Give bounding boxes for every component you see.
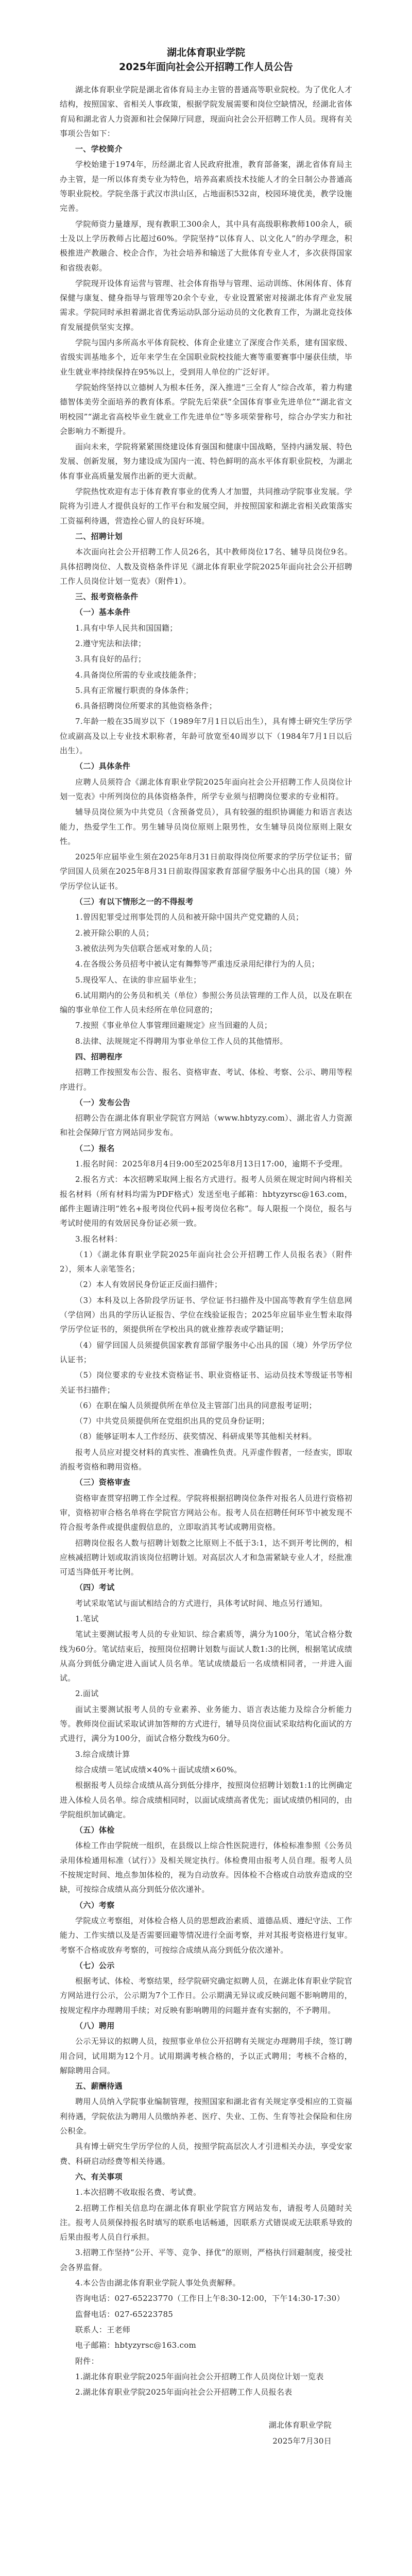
body-paragraph: 辅导员岗位须为中共党员（含预备党员），具有较强的组织协调能力和语言表达能力，热爱学生工作。男生辅导员岗位原则上限男性，女生辅导员岗位原则上限女性。 [60, 807, 352, 846]
body-paragraph: 报考人员应对提交材料的真实性、准确性负责。凡弄虚作假者，一经查实，即取消报考资格和聘用资格。 [60, 1447, 352, 1472]
signature-block [60, 2418, 352, 2448]
body-paragraph: 学校始建于1974年，历经湖北省人民政府批准，教育部备案，湖北省体育局主办主管，是一所以体育类专业为特色，培养高素质技术技能人才的全日制公办普通高等职业院校。学院坐落于武汉市洪山区，占地面积532亩，校园环境优美，教学设施完善。 [60, 160, 352, 213]
body-paragraph: 学院始终坚持以立德树人为根本任务，深入推进“三全育人”综合改革，着力构建德智体美劳全面培养的教育体系。学院先后荣获“全国体育事业先进单位”“湖北省文明校园”“湖北省高校毕业生就业工作先进单位”等多项荣誉称号，综合办学实力和社会影响力不断提升。 [60, 382, 352, 436]
body-paragraph: （7）中共党员须提供所在党组织出具的党员身份证明； [75, 1416, 270, 1426]
subsection-heading: （五）体检 [75, 1825, 115, 1835]
section-heading: 四、招聘程序 [75, 1052, 123, 1061]
body-paragraph: 4.在各级公务员招考中被认定有舞弊等严重违反录用纪律行为的人员； [75, 959, 319, 969]
body-paragraph: 3.被依法列为失信联合惩戒对象的人员； [75, 943, 217, 953]
body-paragraph: （5）岗位要求的专业技术资格证书、职业资格证书、运动员技术等级证书等相关证书扫描件； [60, 1370, 352, 1395]
body-paragraph: （8）能够证明本人工作经历、获奖情况、科研成果等其他相关材料。 [75, 1432, 317, 1442]
attachment-item: 2.湖北体育职业学院2025年面向社会公开招聘工作人员报名表 [75, 2387, 293, 2397]
body-paragraph: 1.笔试 [75, 1614, 99, 1623]
body-paragraph: 根据考试、体检、考察结果，经学院研究确定拟聘人员，在湖北体育职业学院官方网站进行公示，公示期为7个工作日。公示期满无异议或反映问题不影响聘用的，按规定程序办理聘用手续；对反映有影响聘用的问题并查有实据的，不予聘用。 [60, 1976, 352, 2015]
section-heading: 二、招聘计划 [75, 531, 123, 541]
body-paragraph: 体检工作由学院统一组织，在县级以上综合性医院进行，体检标准参照《公务员录用体检通用标准（试行）》及相关规定执行。体检费用由报考人员自理。报考人员不按规定时间、地点参加体检的，视为自动放弃。因体检不合格或自动放弃造成的空缺，可按综合成绩从高分到低分依次递补。 [60, 1841, 352, 1894]
body-paragraph: 联系人：王老师 [75, 2325, 131, 2334]
body-paragraph: （4）留学回国人员须提供国家教育部留学服务中心出具的国（境）外学历学位认证书； [60, 1340, 352, 1364]
subsection-heading: （六）考察 [75, 1900, 115, 1910]
body-paragraph: 学院与国内多所高水平体育院校、体育企业建立了深度合作关系，建有国家级、省级实训基地多个，近年来学生在全国职业院校技能大赛等重要赛事中屡获佳绩，毕业生就业率持续保持在95%以上，受到用人单位的广泛好评。 [60, 338, 352, 377]
body-paragraph: 2025年应届毕业生须在2025年8月31日前取得岗位所要求的学历学位证书；留学回国人员须在2025年8月31日前取得国家教育部留学服务中心出具的国（境）外学历学位认证书。 [60, 852, 352, 891]
section-heading: 六、有关事项 [75, 2172, 123, 2181]
body-paragraph: 考试采取笔试与面试相结合的方式进行，具体考试时间、地点另行通知。 [75, 1598, 328, 1608]
body-paragraph: 学院现开设体育运营与管理、社会体育指导与管理、运动训练、休闲体育、体育保健与康复、健身指导与管理等20余个专业，专业设置紧密对接湖北体育产业发展需求。学院同时承担着湖北省优秀运动队部分运动员的文化教育工作，为湖北竞技体育发展提供坚实支撑。 [60, 278, 352, 332]
body-paragraph: 3.招聘工作坚持“公开、平等、竞争、择优”的原则，严格执行回避制度，接受社会各界监督。 [60, 2248, 352, 2272]
body-paragraph: 1.曾因犯罪受过刑事处罚的人员和被开除中国共产党党籍的人员； [75, 912, 304, 922]
body-paragraph: 面试主要测试报考人员的专业素养、业务能力、语言表达能力及综合分析能力等。教师岗位面试采取试讲加答辩的方式进行，辅导员岗位面试采取结构化面试的方式进行，满分为100分，面试合格分数线为60分。 [60, 1704, 352, 1743]
body-paragraph: 附件： [75, 2356, 99, 2366]
subsection-heading: （三）资格审查 [75, 1478, 131, 1487]
attachment-item: 1.湖北体育职业学院2025年面向社会公开招聘工作人员岗位计划一览表 [75, 2371, 324, 2381]
signature-date: 2025年7月30日 [272, 2436, 332, 2446]
body-paragraph: 2.招聘工作相关信息均在湖北体育职业学院官方网站发布，请报考人员随时关注。报考人员须保持报名时填写的联系电话畅通，因联系方式错误或无法联系导致的后果由报考人员自行承担。 [60, 2203, 352, 2242]
announcement-body [60, 82, 352, 2399]
body-paragraph: 5.现役军人、在读的非应届毕业生； [75, 975, 201, 985]
subsection-heading: （三）有以下情形之一的不得报考 [75, 897, 194, 907]
body-paragraph: 4.本公告由湖北体育职业学院人事处负责解释。 [75, 2278, 241, 2288]
body-paragraph: （3）本科及以上各阶段学历证书、学位证书扫描件及中国高等教育学生信息网（学信网）出具的学历认证报告、学位在线验证报告；2025年应届毕业生暂未取得学历学位证书的，须提供所在学校出具的就业推荐表或学籍证明； [60, 1295, 352, 1334]
body-paragraph: 学院师资力量雄厚，现有教职工300余人，其中具有高级职称教师100余人，硕士及以上学历教师占比超过60%。学院坚持“以体育人、以文化人”的办学理念，积极推进产教融合、校企合作，为社会培养和输送了大批体育专业人才，多次获得国家和省级表彰。 [60, 219, 352, 273]
body-paragraph: 3.综合成绩计算 [75, 1749, 130, 1759]
subsection-heading: （一）基本条件 [75, 607, 131, 617]
body-paragraph: 学院成立考察组，对体检合格人员的思想政治素质、道德品质、遵纪守法、工作能力、工作实绩以及是否需要回避等情况进行全面考察，并对其报考资格进行复审。考察不合格或放弃考察的，可按综合成绩从高分到低分依次递补。 [60, 1916, 352, 1955]
body-paragraph: 1.报名时间：2025年8月4日9:00至2025年8月13日17:00，逾期不予受理。 [75, 1159, 348, 1169]
body-paragraph: 监督电话：027-65223785 [75, 2309, 174, 2319]
body-paragraph: （6）在职在编人员须提供所在单位及主管部门出具的同意报考证明； [75, 1400, 317, 1410]
body-paragraph: 2.被开除公职的人员； [75, 928, 154, 938]
body-paragraph: 咨询电话：027-65223770（工作日上午8:30-12:00，下午14:30-17:30） [75, 2294, 345, 2303]
body-paragraph: 面向未来，学院将紧紧围绕建设体育强国和健康中国战略，坚持内涵发展、特色发展、创新发展，努力建设成为国内一流、特色鲜明的高水平体育职业院校，为湖北体育事业高质量发展作出新的更大贡献。 [60, 442, 352, 481]
body-paragraph: （2）本人有效居民身份证正反面扫描件； [75, 1280, 222, 1290]
body-paragraph: 6.具备招聘岗位所要求的其他资格条件； [75, 701, 217, 711]
body-paragraph: 招聘公告在湖北体育职业学院官方网站（www.hbtyzy.com）、湖北省人力资源和社会保障厅官方网站同步发布。 [60, 1113, 352, 1138]
announcement-title-line1: 湖北体育职业学院 [166, 47, 245, 58]
body-paragraph: 1.本次招聘不收取报名费、考试费。 [75, 2188, 201, 2197]
body-paragraph: 学院热忱欢迎有志于体育教育事业的优秀人才加盟，共同推动学院事业发展。学院将为引进人才提供良好的工作平台和发展空间，并按照国家和湖北省相关政策落实工资福利待遇，营造拴心留人的良好环境。 [60, 487, 352, 526]
body-paragraph: 湖北体育职业学院是湖北省体育局主办主管的普通高等职业院校。为了优化人才结构，按照国家、省相关人事政策，根据学院发展需要和岗位空缺情况，经湖北省体育局和湖北省人力资源和社会保障厅同意，现面向社会公开招聘工作人员。现将有关事项公告如下： [60, 85, 352, 138]
body-paragraph: 具有博士研究生学历学位的人员，按照学院高层次人才引进相关办法，享受安家费、科研启动经费等相关待遇。 [60, 2142, 352, 2166]
body-paragraph: 2.面试 [75, 1689, 99, 1699]
subsection-heading: （二）具体条件 [75, 761, 131, 771]
subsection-heading: （一）发布公告 [75, 1097, 131, 1107]
subsection-heading: （二）报名 [75, 1143, 115, 1153]
body-paragraph: 5.具有正常履行职责的身体条件； [75, 685, 194, 695]
subsection-heading: （四）考试 [75, 1583, 115, 1592]
section-heading: 一、学校简介 [75, 144, 123, 154]
body-paragraph: 3.报名材料： [75, 1234, 123, 1244]
body-paragraph: 4.具备岗位所需的专业或技能条件； [75, 670, 201, 680]
body-paragraph: 7.按照《事业单位人事管理回避规定》应当回避的人员； [75, 1021, 272, 1030]
section-heading: 五、薪酬待遇 [75, 2081, 123, 2091]
body-paragraph: 招聘岗位报名人数与招聘计划数之比原则上不低于3:1，达不到开考比例的，相应核减招聘计划或取消该岗位招聘计划。对高层次人才和急需紧缺专业人才，经批准可适当降低开考比例。 [60, 1538, 352, 1577]
body-paragraph: 笔试主要测试报考人员的专业知识、综合素质等，满分为100分，笔试合格分数线为60分。笔试结束后，按照岗位招聘计划数与面试人数1:3的比例，根据笔试成绩从高分到低分确定进入面试人员名单。笔试成绩最后一名成绩相同者，一并进入面试。 [60, 1630, 352, 1683]
body-paragraph: 8.法律、法规规定不得聘用为事业单位工作人员的其他情形。 [75, 1036, 288, 1046]
body-paragraph: 6.试用期内的公务员和机关（单位）参照公务员法管理的工作人员，以及在职在编的事业单位工作人员未经所在单位同意的； [60, 990, 352, 1015]
body-paragraph: 3.具有良好的品行； [75, 654, 146, 664]
body-paragraph: 应聘人员须符合《湖北体育职业学院2025年面向社会公开招聘工作人员岗位计划一览表》中所列岗位的具体资格条件，所学专业须与招聘岗位要求的专业相符。 [60, 777, 352, 801]
section-heading: 三、报考资格条件 [75, 592, 139, 602]
subsection-heading: （八）聘用 [75, 2021, 115, 2030]
body-paragraph: （1）《湖北体育职业学院2025年面向社会公开招聘工作人员报名表》（附件2），须本人亲笔签名； [60, 1249, 352, 1274]
announcement-title-line2: 2025年面向社会公开招聘工作人员公告 [119, 61, 293, 73]
signature-org: 湖北体育职业学院 [268, 2420, 332, 2430]
body-paragraph: 公示无异议的拟聘人员，按照事业单位公开招聘有关规定办理聘用手续，签订聘用合同，试用期为12个月。试用期满考核合格的，予以正式聘用；考核不合格的，解除聘用合同。 [60, 2037, 352, 2075]
body-paragraph: 电子邮箱：hbtyzyrsc@163.com [75, 2341, 197, 2350]
body-paragraph: 2.遵守宪法和法律； [75, 638, 146, 648]
body-paragraph: 资格审查贯穿招聘工作全过程。学院将根据招聘岗位条件对报名人员进行资格初审，资格初审合格名单将在学院官方网站公布。报考人员在招聘任何环节中被发现不符合报考条件或提供虚假信息的，立即取消其考试或聘用资格。 [60, 1493, 352, 1532]
body-paragraph: 根据报考人员综合成绩从高分到低分排序，按照岗位招聘计划数1:1的比例确定进入体检人员名单。综合成绩相同时，以面试成绩高者优先；面试成绩仍相同的，由学院组织加试确定。 [60, 1781, 352, 1819]
body-paragraph: 本次面向社会公开招聘工作人员26名，其中教师岗位17名、辅导员岗位9名。具体招聘岗位、人数及资格条件详见《湖北体育职业学院2025年面向社会公开招聘工作人员岗位计划一览表》（附件1）。 [60, 547, 352, 586]
body-paragraph: 7.年龄一般在35周岁以下（1989年7月1日以后出生），具有博士研究生学历学位或副高及以上专业技术职称者，年龄可放宽至40周岁以下（1984年7月1日以后出生）。 [60, 717, 352, 756]
body-paragraph: 招聘工作按照发布公告、报名、资格审查、考试、体检、考察、公示、聘用等程序进行。 [60, 1067, 352, 1092]
body-paragraph: 1.具有中华人民共和国国籍； [75, 623, 178, 633]
subsection-heading: （七）公示 [75, 1960, 115, 1970]
body-paragraph: 聘用人员纳入学院事业编制管理，按照国家和湖北省有关规定享受相应的工资福利待遇，学院依法为聘用人员缴纳养老、医疗、失业、工伤、生育等社会保险和住房公积金。 [60, 2097, 352, 2136]
body-paragraph: 综合成绩＝笔试成绩×40%＋面试成绩×60%。 [75, 1765, 242, 1774]
body-paragraph: 2.报名方式：本次招聘采取网上报名方式进行。报考人员须在规定时间内将相关报名材料（所有材料均需为PDF格式）发送至电子邮箱：hbtyzyrsc@163.com，邮件主题请注明“姓名+报考岗位代码+报考岗位名称”。每人限报一个岗位，报名与考试时使用的有效居民身份证必须一致。 [60, 1175, 352, 1228]
